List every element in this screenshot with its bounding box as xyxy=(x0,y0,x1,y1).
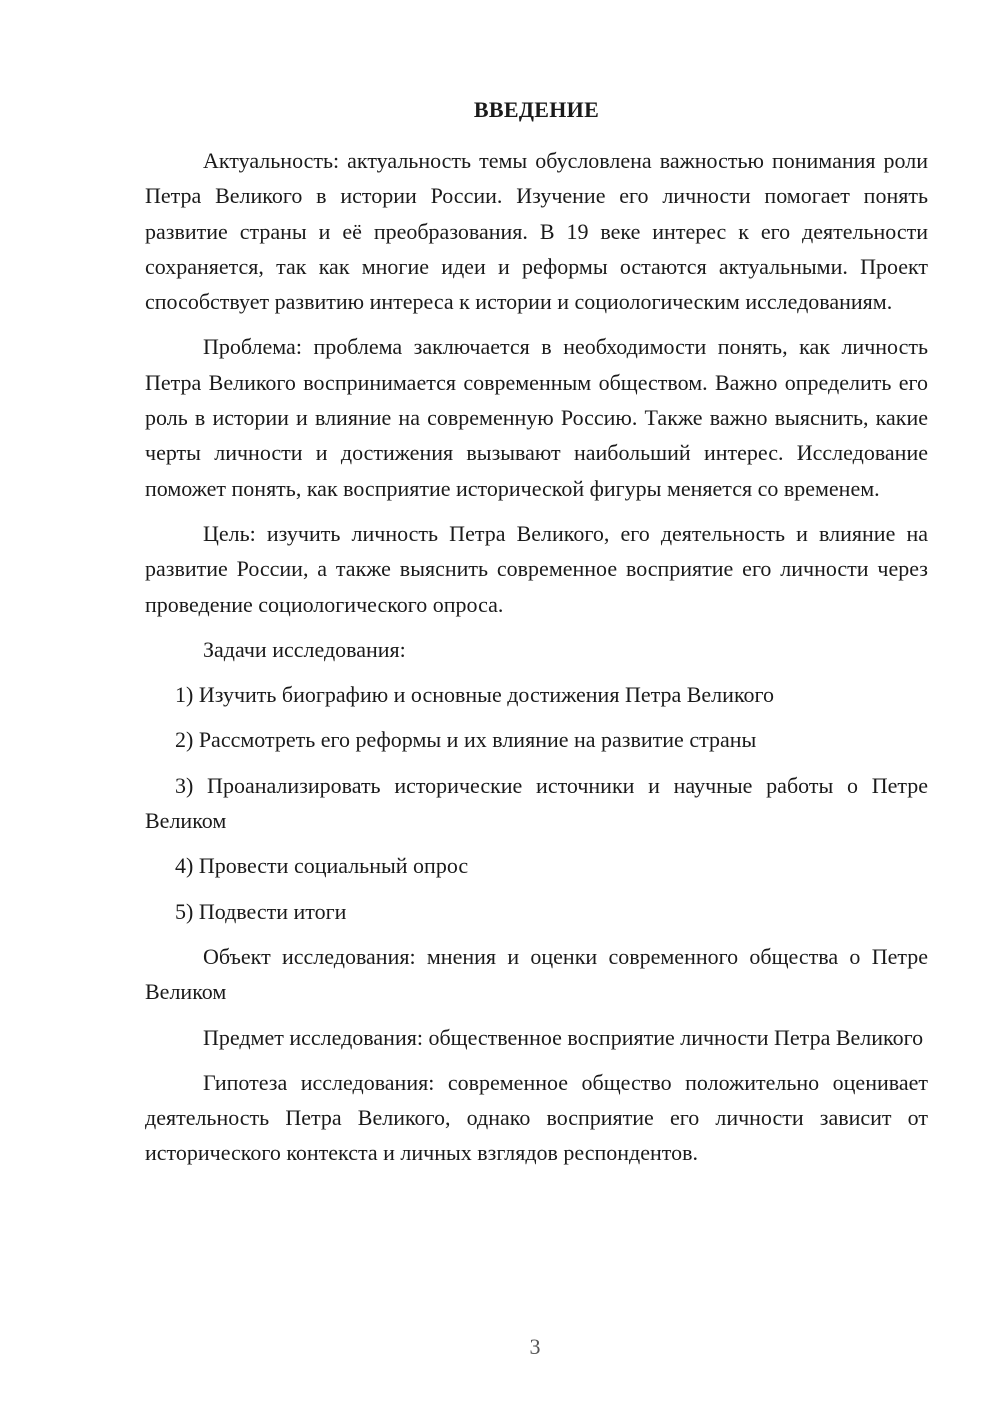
tasks-list xyxy=(145,677,928,929)
tasks-heading: Задачи исследования: xyxy=(203,636,406,662)
paragraph-hypothesis: Гипотеза исследования: современное общество положительно оценивает деятельность Петра Великого, однако восприятие его личности зависит от исторического контекста и личных взглядов респондентов. xyxy=(145,1069,928,1166)
page-number: 3 xyxy=(529,1334,541,1359)
document-page xyxy=(145,92,928,1171)
list-item: 3) Проанализировать исторические источники и научные работы о Петре Великом xyxy=(145,772,928,834)
list-item: 2) Рассмотреть его реформы и их влияние на развитие страны xyxy=(175,727,757,753)
paragraph-problem: Проблема: проблема заключается в необходимости понять, как личность Петра Великого воспринимается современным обществом. Важно определить его роль в истории и влияние на современную Россию. Также важно выяснить, какие черты личности и достижения вызывают наибольший интерес. Исследование поможет понять, как восприятие исторической фигуры меняется со временем. xyxy=(145,334,928,501)
paragraph-relevance: Актуальность: актуальность темы обусловлена важностью понимания роли Петра Великого в истории России. Изучение его личности помогает понять развитие страны и её преобразования. В 19 веке интерес к его деятельности сохраняется, так как многие идеи и реформы остаются актуальными. Проект способствует развитию интереса к истории и социологическим исследованиям. xyxy=(145,148,928,315)
paragraph-object: Объект исследования: мнения и оценки современного общества о Петре Великом xyxy=(145,943,928,1005)
page-title: ВВЕДЕНИЕ xyxy=(473,97,600,122)
list-item: 4) Провести социальный опрос xyxy=(175,853,469,879)
list-item: 5) Подвести итоги xyxy=(175,898,347,924)
list-item: 1) Изучить биографию и основные достижения Петра Великого xyxy=(175,682,774,708)
paragraph-subject: Предмет исследования: общественное восприятие личности Петра Великого xyxy=(203,1024,924,1050)
paragraph-goal: Цель: изучить личность Петра Великого, его деятельность и влияние на развитие России, а также выяснить современное восприятие его личности через проведение социологического опроса. xyxy=(145,520,928,617)
